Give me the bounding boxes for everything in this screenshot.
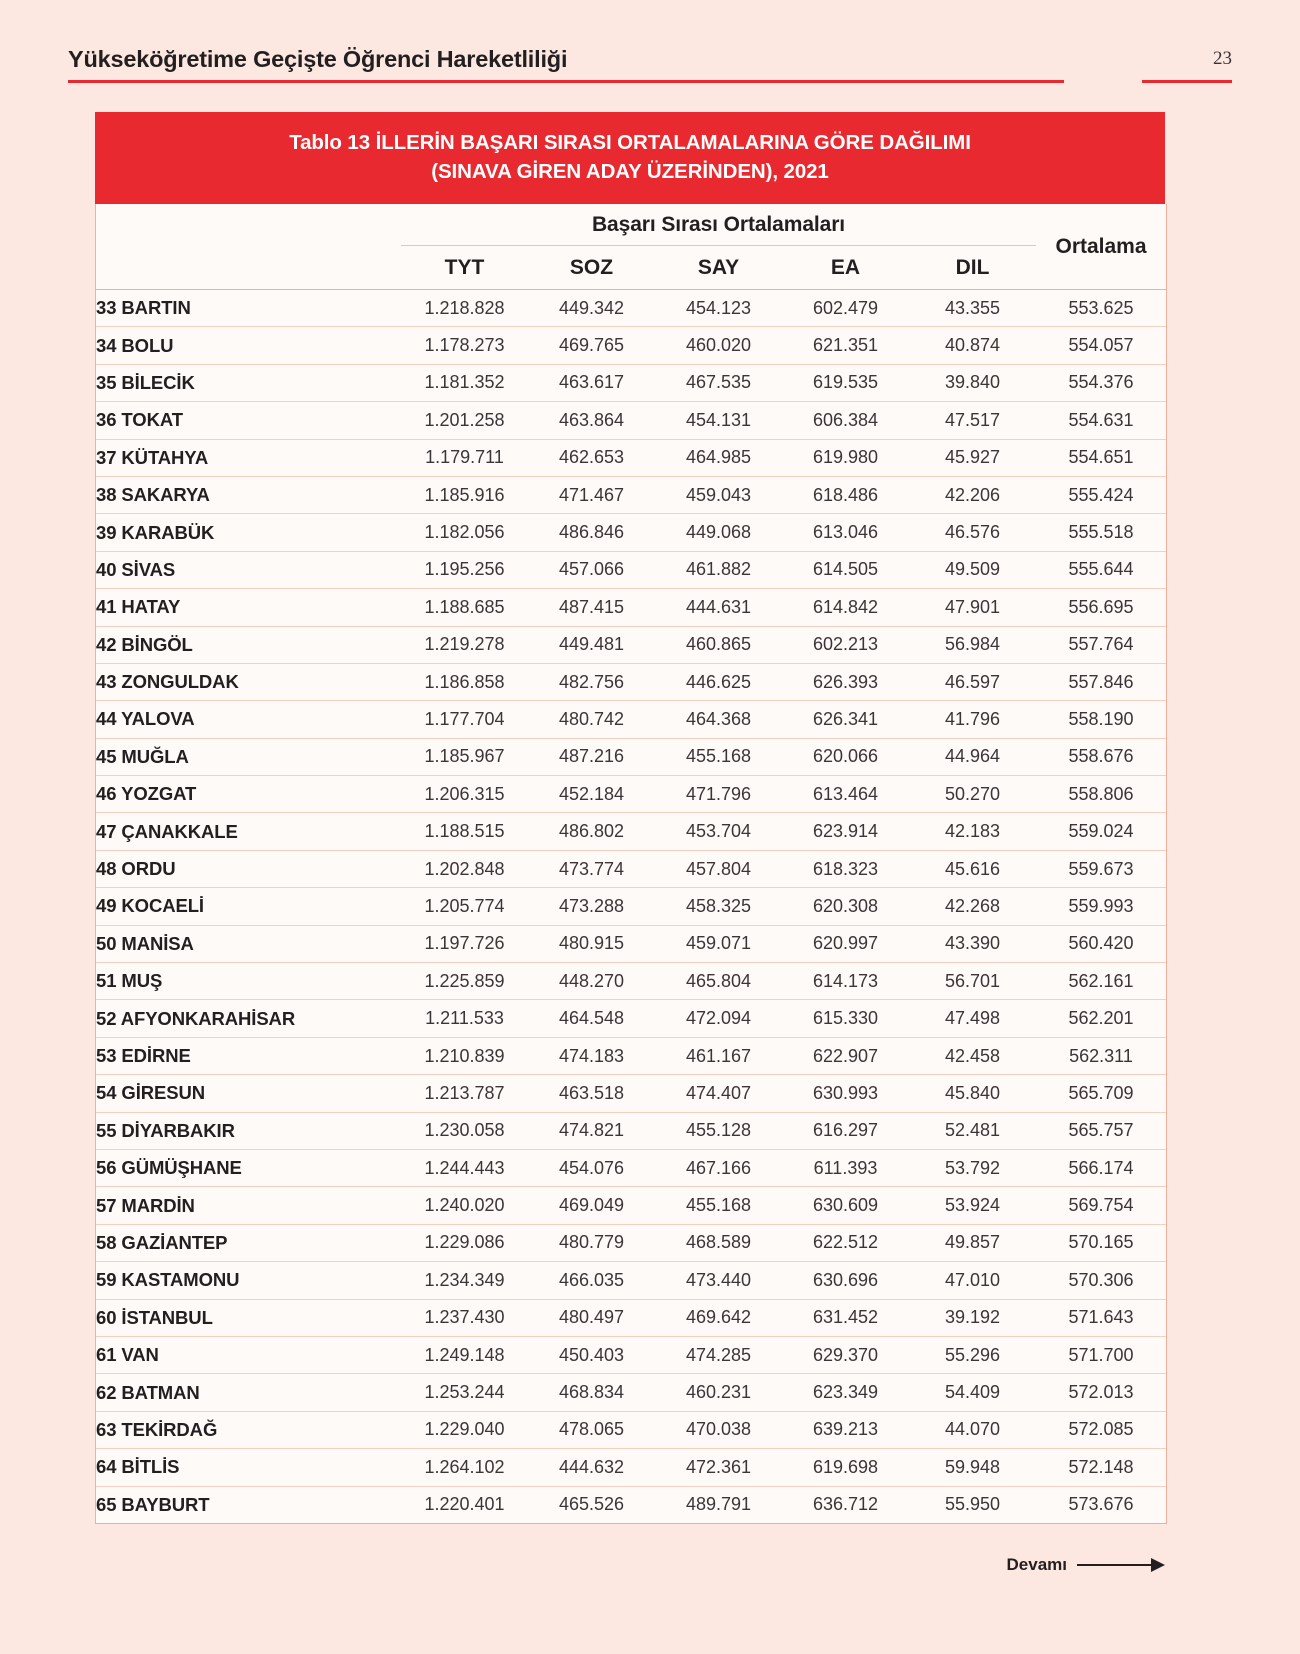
- scores-table: [96, 204, 1166, 1523]
- table-row: [96, 701, 1166, 738]
- cell-tyt: 1.202.848: [401, 850, 528, 887]
- cell-soz: 486.802: [528, 813, 655, 850]
- cell-dil: 47.498: [909, 1000, 1036, 1037]
- cell-dil: 55.950: [944, 1494, 1001, 1515]
- cell-ortalama: 569.754: [1036, 1187, 1166, 1224]
- header-say: SAY: [655, 246, 782, 290]
- cell-ea: 613.464: [782, 776, 909, 813]
- cell-dil: 45.616: [909, 850, 1036, 887]
- cell-dil: 53.924: [909, 1187, 1036, 1224]
- table-row: [96, 1262, 1166, 1299]
- cell-say: 471.796: [655, 776, 782, 813]
- cell-ea: 614.842: [782, 589, 909, 626]
- cell-tyt: 1.206.315: [401, 776, 528, 813]
- table-row: [96, 1075, 1166, 1112]
- table-row: [96, 1000, 1166, 1037]
- header-rule-left: [68, 80, 1064, 83]
- cell-say: 455.128: [655, 1112, 782, 1149]
- cell-dil: 44.964: [909, 738, 1036, 775]
- cell-ea: 623.349: [782, 1374, 909, 1411]
- cell-ea: 639.213: [782, 1411, 909, 1448]
- cell-ortalama: 554.631: [1036, 402, 1166, 439]
- table-row: [96, 364, 1166, 401]
- cell-province: 35 BİLECİK: [96, 364, 401, 401]
- cell-tyt: 1.240.020: [401, 1187, 528, 1224]
- table-row: [96, 327, 1166, 364]
- table-row: [96, 1037, 1166, 1074]
- table-row: [96, 1486, 1166, 1523]
- cell-ortalama: 565.757: [1036, 1112, 1166, 1149]
- cell-tyt: 1.244.443: [401, 1149, 528, 1186]
- cell-say: 454.131: [655, 402, 782, 439]
- cell-tyt: 1.201.258: [401, 402, 528, 439]
- cell-say: 467.166: [655, 1149, 782, 1186]
- cell-soz: 448.270: [528, 963, 655, 1000]
- cell-province: 56 GÜMÜŞHANE: [96, 1149, 401, 1186]
- cell-say: 453.704: [655, 813, 782, 850]
- header-rule-right: [1142, 80, 1232, 83]
- cell-soz: 465.526: [558, 1494, 625, 1515]
- cell-soz: 457.066: [528, 551, 655, 588]
- table-row: [96, 514, 1166, 551]
- cell-ortalama: 557.764: [1036, 626, 1166, 663]
- cell-ortalama: 559.993: [1036, 888, 1166, 925]
- cell-ea: 630.609: [782, 1187, 909, 1224]
- cell-ea: 623.914: [782, 813, 909, 850]
- cell-tyt: 1.195.256: [401, 551, 528, 588]
- cell-soz: 474.821: [528, 1112, 655, 1149]
- cell-ortalama: 565.709: [1036, 1075, 1166, 1112]
- table-row: [96, 1336, 1166, 1373]
- cell-soz: 478.065: [528, 1411, 655, 1448]
- cell-dil: 43.355: [909, 290, 1036, 327]
- cell-ea: 619.535: [782, 364, 909, 401]
- cell-soz: 473.288: [528, 888, 655, 925]
- cell-ortalama: 555.518: [1036, 514, 1166, 551]
- cell-ortalama: 554.057: [1036, 327, 1166, 364]
- running-header: [68, 44, 1232, 88]
- cell-province: 44 YALOVA: [96, 701, 401, 738]
- cell-soz: 466.035: [528, 1262, 655, 1299]
- cell-say: 460.865: [655, 626, 782, 663]
- cell-tyt: 1.230.058: [401, 1112, 528, 1149]
- table-row: [96, 1187, 1166, 1224]
- cell-ortalama: 559.673: [1036, 850, 1166, 887]
- cell-tyt: 1.188.515: [401, 813, 528, 850]
- cell-say: 461.882: [655, 551, 782, 588]
- cell-dil: 42.206: [909, 476, 1036, 513]
- cell-province: 57 MARDİN: [96, 1187, 401, 1224]
- table-row: [96, 1224, 1166, 1261]
- cell-dil: 45.840: [909, 1075, 1036, 1112]
- cell-province: 49 KOCAELİ: [96, 888, 401, 925]
- cell-say: 459.043: [655, 476, 782, 513]
- cell-dil: 46.597: [909, 663, 1036, 700]
- cell-ortalama: 558.806: [1036, 776, 1166, 813]
- arrow-right-icon: [1077, 1558, 1165, 1572]
- cell-tyt: 1.218.828: [401, 290, 528, 327]
- cell-ea: 614.173: [782, 963, 909, 1000]
- cell-province: 51 MUŞ: [96, 963, 401, 1000]
- cell-province: 60 İSTANBUL: [96, 1299, 401, 1336]
- header-ea: EA: [782, 246, 909, 290]
- cell-ea: 602.213: [782, 626, 909, 663]
- cell-tyt: 1.178.273: [401, 327, 528, 364]
- cell-say: 455.168: [655, 1187, 782, 1224]
- table-row: [96, 476, 1166, 513]
- cell-dil: 56.984: [909, 626, 1036, 663]
- cell-tyt: 1.229.086: [401, 1224, 528, 1261]
- table-row: [96, 738, 1166, 775]
- table-row: [96, 925, 1166, 962]
- cell-soz: 450.403: [528, 1336, 655, 1373]
- cell-tyt: 1.205.774: [401, 888, 528, 925]
- cell-say: 473.440: [655, 1262, 782, 1299]
- table-title-line-1: Tablo 13 İLLERİN BAŞARI SIRASI ORTALAMALARINA GÖRE DAĞILIMI: [289, 131, 971, 154]
- cell-province: 42 BİNGÖL: [96, 626, 401, 663]
- cell-tyt: 1.234.349: [401, 1262, 528, 1299]
- cell-tyt: 1.229.040: [401, 1411, 528, 1448]
- cell-province: 43 ZONGULDAK: [96, 663, 401, 700]
- cell-dil: 44.070: [909, 1411, 1036, 1448]
- cell-ortalama: 558.190: [1036, 701, 1166, 738]
- cell-say: 474.285: [655, 1336, 782, 1373]
- table-head-sub-row: [96, 246, 1166, 290]
- cell-tyt: 1.188.685: [401, 589, 528, 626]
- cell-ea: 620.308: [782, 888, 909, 925]
- table-frame: [95, 204, 1167, 1524]
- cell-tyt: 1.249.148: [401, 1336, 528, 1373]
- table-body: [96, 290, 1166, 1523]
- continued-footer: [95, 1548, 1165, 1582]
- cell-say: 446.625: [655, 663, 782, 700]
- cell-soz: 463.617: [528, 364, 655, 401]
- cell-say: 461.167: [655, 1037, 782, 1074]
- cell-province: 61 VAN: [96, 1336, 401, 1373]
- cell-soz: 480.742: [528, 701, 655, 738]
- cell-tyt: 1.225.859: [401, 963, 528, 1000]
- cell-ortalama: 562.161: [1036, 963, 1166, 1000]
- header-soz: SOZ: [528, 246, 655, 290]
- cell-province: 50 MANİSA: [96, 925, 401, 962]
- cell-province: 41 HATAY: [96, 589, 401, 626]
- cell-ea: 616.297: [782, 1112, 909, 1149]
- cell-say: 454.123: [655, 290, 782, 327]
- cell-tyt: 1.264.102: [401, 1449, 528, 1486]
- table-row: [96, 1112, 1166, 1149]
- cell-say: 474.407: [655, 1075, 782, 1112]
- table-title-line-2: (SINAVA GİREN ADAY ÜZERİNDEN), 2021: [431, 160, 829, 183]
- cell-tyt: 1.220.401: [424, 1494, 505, 1515]
- cell-soz: 449.481: [528, 626, 655, 663]
- cell-ea: 618.323: [782, 850, 909, 887]
- cell-soz: 468.834: [528, 1374, 655, 1411]
- table-row: [96, 1411, 1166, 1448]
- table-row: [96, 663, 1166, 700]
- cell-ortalama: 554.651: [1036, 439, 1166, 476]
- cell-soz: 464.548: [528, 1000, 655, 1037]
- cell-soz: 452.184: [528, 776, 655, 813]
- cell-soz: 480.497: [528, 1299, 655, 1336]
- cell-province: 65 BAYBURT: [96, 1493, 210, 1515]
- cell-say: 460.020: [655, 327, 782, 364]
- cell-ea: 606.384: [782, 402, 909, 439]
- table-row: [96, 813, 1166, 850]
- cell-dil: 45.927: [909, 439, 1036, 476]
- cell-province: 52 AFYONKARAHİSAR: [96, 1000, 401, 1037]
- cell-ea: 615.330: [782, 1000, 909, 1037]
- cell-dil: 49.509: [909, 551, 1036, 588]
- cell-dil: 41.796: [909, 701, 1036, 738]
- cell-say: 467.535: [655, 364, 782, 401]
- cell-soz: 480.779: [528, 1224, 655, 1261]
- cell-tyt: 1.210.839: [401, 1037, 528, 1074]
- cell-province: 64 BİTLİS: [96, 1449, 401, 1486]
- cell-soz: 480.915: [528, 925, 655, 962]
- table-row: [96, 402, 1166, 439]
- cell-province: 62 BATMAN: [96, 1374, 401, 1411]
- cell-say: 472.094: [655, 1000, 782, 1037]
- cell-ortalama: 566.174: [1036, 1149, 1166, 1186]
- header-group-basari-sirasi: Başarı Sırası Ortalamaları: [401, 204, 1036, 246]
- cell-ea: 631.452: [782, 1299, 909, 1336]
- cell-ea: 613.046: [782, 514, 909, 551]
- cell-say: 470.038: [655, 1411, 782, 1448]
- cell-ea: 626.341: [782, 701, 909, 738]
- header-ortalama: Ortalama: [1036, 204, 1166, 290]
- cell-province: 58 GAZİANTEP: [96, 1224, 401, 1261]
- cell-tyt: 1.211.533: [401, 1000, 528, 1037]
- cell-ortalama: 558.676: [1036, 738, 1166, 775]
- cell-dil: 50.270: [909, 776, 1036, 813]
- cell-ea: 620.066: [782, 738, 909, 775]
- cell-tyt: 1.219.278: [401, 626, 528, 663]
- continued-label: Devamı: [1006, 1555, 1067, 1574]
- cell-ea: 619.698: [782, 1449, 909, 1486]
- cell-ea: 630.993: [782, 1075, 909, 1112]
- page-number: 23: [1213, 48, 1232, 69]
- cell-ortalama: 557.846: [1036, 663, 1166, 700]
- cell-dil: 55.296: [909, 1336, 1036, 1373]
- cell-province: 48 ORDU: [96, 850, 401, 887]
- cell-ea: 602.479: [782, 290, 909, 327]
- cell-tyt: 1.213.787: [401, 1075, 528, 1112]
- table-row: [96, 551, 1166, 588]
- cell-province: 63 TEKİRDAĞ: [96, 1411, 401, 1448]
- table-container: [95, 112, 1165, 1524]
- cell-ortalama: 573.676: [1068, 1494, 1134, 1515]
- cell-province: 55 DİYARBAKIR: [96, 1112, 401, 1149]
- cell-province: 53 EDİRNE: [96, 1037, 401, 1074]
- cell-ortalama: 556.695: [1036, 589, 1166, 626]
- cell-ortalama: 570.165: [1036, 1224, 1166, 1261]
- cell-dil: 39.840: [909, 364, 1036, 401]
- cell-tyt: 1.182.056: [401, 514, 528, 551]
- cell-tyt: 1.177.704: [401, 701, 528, 738]
- cell-say: 464.985: [655, 439, 782, 476]
- cell-soz: 444.632: [528, 1449, 655, 1486]
- table-row: [96, 850, 1166, 887]
- table-head-group-row: [96, 204, 1166, 246]
- cell-dil: 40.874: [909, 327, 1036, 364]
- cell-soz: 463.864: [528, 402, 655, 439]
- cell-say: 472.361: [655, 1449, 782, 1486]
- cell-dil: 39.192: [909, 1299, 1036, 1336]
- cell-dil: 56.701: [909, 963, 1036, 1000]
- cell-province: 54 GİRESUN: [96, 1075, 401, 1112]
- cell-soz: 469.765: [528, 327, 655, 364]
- cell-tyt: 1.253.244: [401, 1374, 528, 1411]
- cell-ortalama: 570.306: [1036, 1262, 1166, 1299]
- cell-ortalama: 572.148: [1036, 1449, 1166, 1486]
- cell-soz: 471.467: [528, 476, 655, 513]
- cell-tyt: 1.237.430: [401, 1299, 528, 1336]
- cell-dil: 47.901: [909, 589, 1036, 626]
- cell-dil: 54.409: [909, 1374, 1036, 1411]
- cell-dil: 49.857: [909, 1224, 1036, 1261]
- table-row: [96, 776, 1166, 813]
- cell-province: 37 KÜTAHYA: [96, 439, 401, 476]
- cell-ea: 629.370: [782, 1336, 909, 1373]
- cell-ortalama: 559.024: [1036, 813, 1166, 850]
- cell-say: 465.804: [655, 963, 782, 1000]
- cell-province: 59 KASTAMONU: [96, 1262, 401, 1299]
- cell-ea: 619.980: [782, 439, 909, 476]
- table-title-banner: [95, 112, 1165, 204]
- header-tyt: TYT: [401, 246, 528, 290]
- cell-dil: 42.268: [909, 888, 1036, 925]
- cell-say: 460.231: [655, 1374, 782, 1411]
- header-dil: DIL: [909, 246, 1036, 290]
- cell-ea: 621.351: [782, 327, 909, 364]
- table-row: [96, 290, 1166, 327]
- cell-ea: 618.486: [782, 476, 909, 513]
- cell-soz: 487.415: [528, 589, 655, 626]
- cell-ea: 622.907: [782, 1037, 909, 1074]
- cell-say: 444.631: [655, 589, 782, 626]
- cell-ortalama: 553.625: [1036, 290, 1166, 327]
- cell-tyt: 1.179.711: [401, 439, 528, 476]
- cell-soz: 463.518: [528, 1075, 655, 1112]
- cell-province: 38 SAKARYA: [96, 476, 401, 513]
- cell-province: 33 BARTIN: [96, 290, 401, 327]
- cell-say: 449.068: [655, 514, 782, 551]
- header-spacer-province: [96, 204, 401, 246]
- cell-tyt: 1.181.352: [401, 364, 528, 401]
- cell-ortalama: 571.643: [1036, 1299, 1166, 1336]
- cell-soz: 474.183: [528, 1037, 655, 1074]
- cell-dil: 47.010: [909, 1262, 1036, 1299]
- cell-dil: 52.481: [909, 1112, 1036, 1149]
- cell-dil: 46.576: [909, 514, 1036, 551]
- cell-province: 40 SİVAS: [96, 551, 401, 588]
- cell-soz: 482.756: [528, 663, 655, 700]
- cell-say: 459.071: [655, 925, 782, 962]
- table-row: [96, 1149, 1166, 1186]
- cell-soz: 469.049: [528, 1187, 655, 1224]
- cell-ea: 611.393: [782, 1149, 909, 1186]
- table-row: [96, 1374, 1166, 1411]
- table-head: [96, 204, 1166, 290]
- table-row: [96, 1449, 1166, 1486]
- cell-say: 469.642: [655, 1299, 782, 1336]
- cell-ea: 620.997: [782, 925, 909, 962]
- table-row: [96, 963, 1166, 1000]
- table-row: [96, 589, 1166, 626]
- cell-ortalama: 572.085: [1036, 1411, 1166, 1448]
- cell-say: 468.589: [655, 1224, 782, 1261]
- cell-ea: 614.505: [782, 551, 909, 588]
- cell-soz: 473.774: [528, 850, 655, 887]
- cell-tyt: 1.197.726: [401, 925, 528, 962]
- cell-province: 39 KARABÜK: [96, 514, 401, 551]
- cell-dil: 42.183: [909, 813, 1036, 850]
- page-title: Yükseköğretime Geçişte Öğrenci Hareketliliği: [68, 46, 568, 72]
- cell-say: 489.791: [685, 1494, 752, 1515]
- cell-tyt: 1.186.858: [401, 663, 528, 700]
- cell-ortalama: 555.644: [1036, 551, 1166, 588]
- cell-soz: 462.653: [528, 439, 655, 476]
- cell-province: 36 TOKAT: [96, 402, 401, 439]
- cell-province: 47 ÇANAKKALE: [96, 813, 401, 850]
- cell-tyt: 1.185.967: [401, 738, 528, 775]
- cell-ea: 636.712: [812, 1494, 879, 1515]
- cell-ortalama: 571.700: [1036, 1336, 1166, 1373]
- cell-dil: 59.948: [909, 1449, 1036, 1486]
- cell-ortalama: 554.376: [1036, 364, 1166, 401]
- cell-province: 46 YOZGAT: [96, 776, 401, 813]
- table-row: [96, 626, 1166, 663]
- cell-ortalama: 555.424: [1036, 476, 1166, 513]
- table-row: [96, 439, 1166, 476]
- header-province: [96, 246, 401, 290]
- cell-dil: 47.517: [909, 402, 1036, 439]
- cell-tyt: 1.185.916: [401, 476, 528, 513]
- cell-dil: 42.458: [909, 1037, 1036, 1074]
- cell-ea: 622.512: [782, 1224, 909, 1261]
- cell-soz: 454.076: [528, 1149, 655, 1186]
- cell-soz: 487.216: [528, 738, 655, 775]
- cell-dil: 53.792: [909, 1149, 1036, 1186]
- cell-say: 455.168: [655, 738, 782, 775]
- cell-ortalama: 572.013: [1036, 1374, 1166, 1411]
- cell-ea: 626.393: [782, 663, 909, 700]
- cell-dil: 43.390: [909, 925, 1036, 962]
- cell-ortalama: 562.201: [1036, 1000, 1166, 1037]
- cell-soz: 486.846: [528, 514, 655, 551]
- cell-ortalama: 562.311: [1036, 1037, 1166, 1074]
- cell-say: 458.325: [655, 888, 782, 925]
- cell-province: 34 BOLU: [96, 327, 401, 364]
- table-row: [96, 888, 1166, 925]
- cell-say: 464.368: [655, 701, 782, 738]
- cell-province: 45 MUĞLA: [96, 738, 401, 775]
- table-row: [96, 1299, 1166, 1336]
- cell-say: 457.804: [655, 850, 782, 887]
- cell-ortalama: 560.420: [1036, 925, 1166, 962]
- cell-soz: 449.342: [528, 290, 655, 327]
- cell-ea: 630.696: [782, 1262, 909, 1299]
